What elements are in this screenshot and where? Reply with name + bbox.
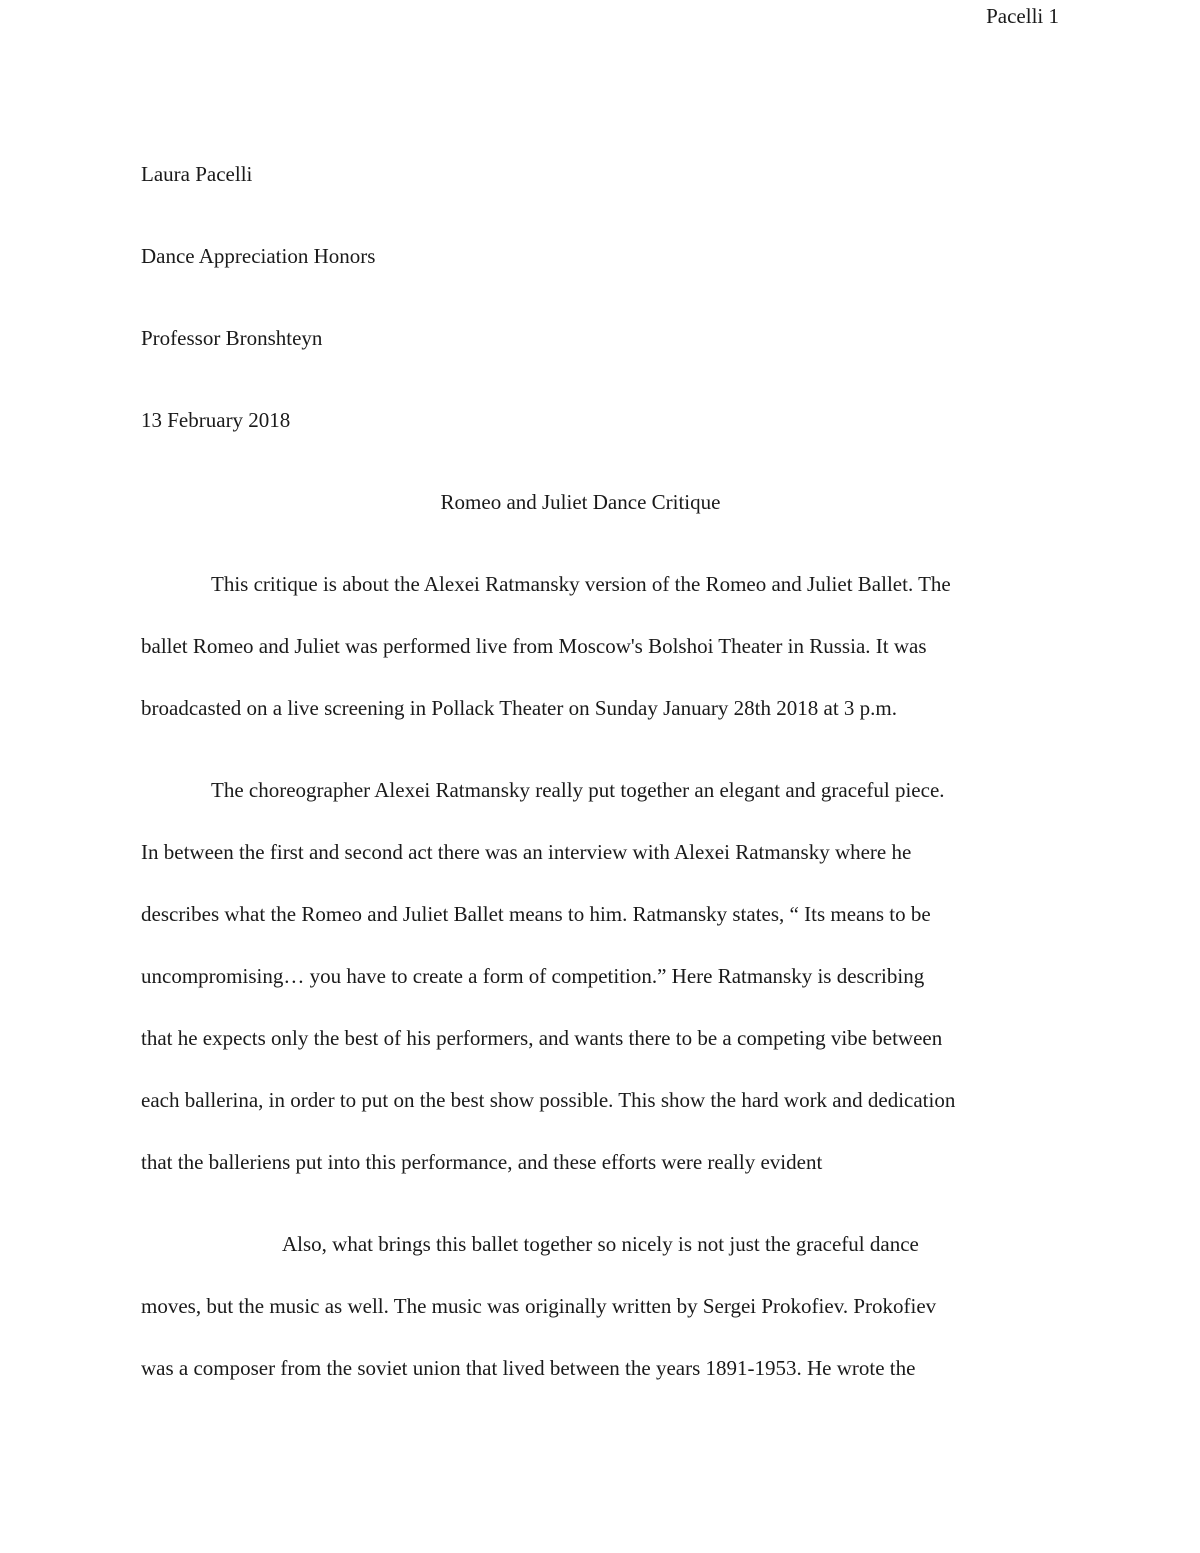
submission-date: 13 February 2018 xyxy=(141,408,291,432)
paragraph-line: In between the first and second act there was an interview with Alexei Ratmansky where he xyxy=(141,840,912,864)
paragraph-line: each ballerina, in order to put on the best show possible. This show the hard work and dedication xyxy=(141,1088,956,1112)
paragraph-line: that he expects only the best of his performers, and wants there to be a competing vibe between xyxy=(141,1026,943,1050)
course-name: Dance Appreciation Honors xyxy=(141,244,376,268)
paragraph-line: broadcasted on a live screening in Pollack Theater on Sunday January 28th 2018 at 3 p.m. xyxy=(141,696,897,720)
paragraph-line: Also, what brings this ballet together so nicely is not just the graceful dance xyxy=(282,1232,919,1256)
running-head: Pacelli 1 xyxy=(986,4,1059,28)
paragraph-line: moves, but the music as well. The music was originally written by Sergei Prokofiev. Prokofiev xyxy=(141,1294,937,1318)
paragraph-line: was a composer from the soviet union that lived between the years 1891-1953. He wrote the xyxy=(141,1356,916,1380)
professor-name: Professor Bronshteyn xyxy=(141,326,323,350)
paragraph-line: uncompromising… you have to create a form of competition.” Here Ratmansky is describing xyxy=(141,964,925,988)
paragraph-line: that the balleriens put into this performance, and these efforts were really evident xyxy=(141,1150,823,1174)
student-name: Laura Pacelli xyxy=(141,162,253,186)
paragraph-line: This critique is about the Alexei Ratmansky version of the Romeo and Juliet Ballet. The xyxy=(211,572,951,596)
paragraph-line: ballet Romeo and Juliet was performed live from Moscow's Bolshoi Theater in Russia. It was xyxy=(141,634,927,658)
essay-title: Romeo and Juliet Dance Critique xyxy=(440,490,721,514)
paragraph-line: describes what the Romeo and Juliet Ballet means to him. Ratmansky states, “ Its means to be xyxy=(141,902,931,926)
paragraph-line: The choreographer Alexei Ratmansky really put together an elegant and graceful piece. xyxy=(211,778,945,802)
